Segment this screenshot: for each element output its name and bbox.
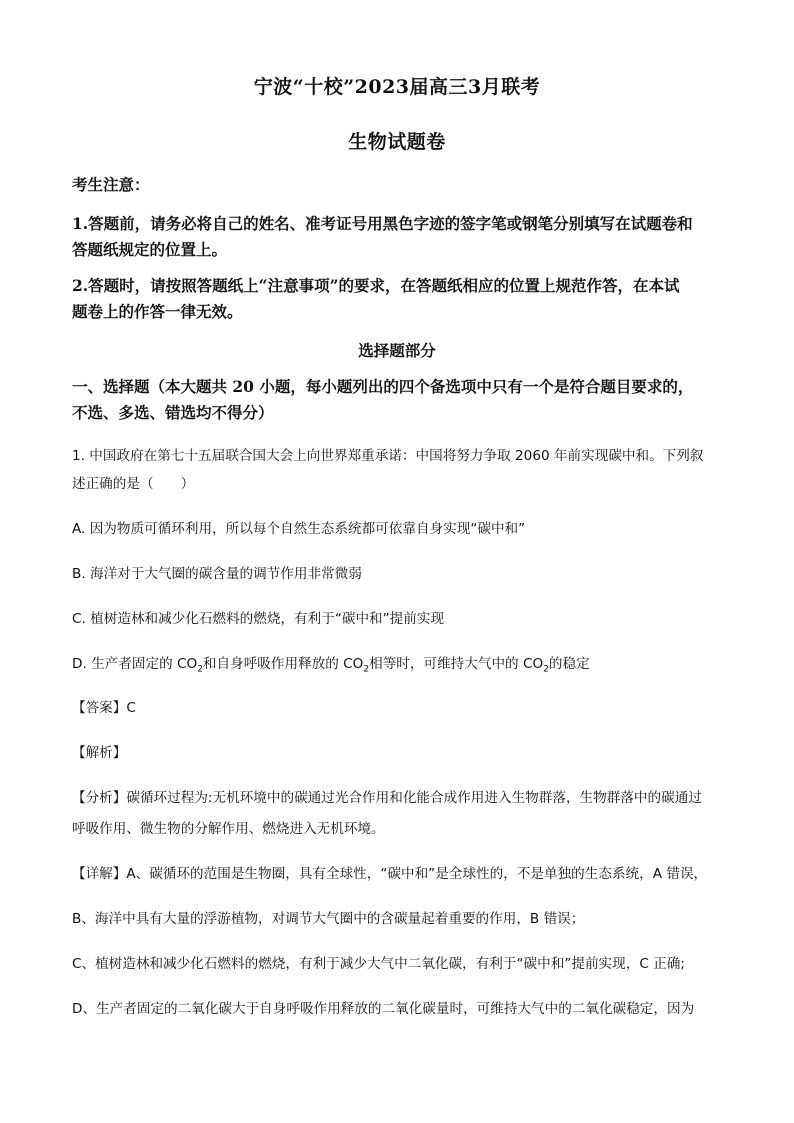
question-1-stem-line-2: 述正确的是（ ）: [72, 476, 195, 492]
option-d: [72, 652, 590, 675]
option-d-part-2: 和自身呼吸作用释放的 CO: [202, 656, 364, 672]
notice-item-1-line-1: 1.答题前，请务必将自己的姓名、准考证号用黑色字迹的签字笔或钢笔分别填写在试题卷和: [72, 214, 693, 233]
notice-item-2-line-1: 2.答题时，请按照答题纸上“注意事项”的要求，在答题纸相应的位置上规范作答，在本试: [72, 276, 680, 295]
analysis-fenxi-line-2: 呼吸作用、微生物的分解作用、燃烧进入无机环境。: [72, 821, 385, 837]
option-c: C. 植树造林和减少化石燃料的燃烧，有利于“碳中和”提前实现: [72, 611, 445, 627]
option-b: B. 海洋对于大气圈的碳含量的调节作用非常微弱: [72, 566, 362, 582]
analysis-detail-a: 【详解】A、碳循环的范围是生物圈，具有全球性，“碳中和”是全球性的，不是单独的生态系统，A 错误，: [72, 866, 708, 882]
option-d-part-1: D. 生产者固定的 CO: [72, 656, 198, 672]
analysis-detail-b: B、海洋中具有大量的浮游植物，对调节大气圈中的含碳量起着重要的作用，B 错误；: [72, 911, 585, 927]
analysis-detail-d: D、生产者固定的二氧化碳大于自身呼吸作用释放的二氧化碳量时，可维持大气中的二氧化碳稳定，因为: [72, 1001, 695, 1017]
exam-subtitle: 生物试题卷: [348, 131, 446, 153]
answer-value: C: [126, 700, 136, 716]
section-part-title: 选择题部分: [358, 341, 436, 360]
notice-item-1-line-2: 答题纸规定的位置上。: [72, 240, 228, 259]
notice-item-2-line-2: 题卷上的作答一律无效。: [72, 302, 243, 321]
option-d-subscript-2: 2: [363, 664, 370, 675]
option-a: A. 因为物质可循环利用，所以每个自然生态系统都可依靠自身实现“碳中和”: [72, 521, 526, 537]
section-heading-line-1: 一、选择题（本大题共 20 小题，每小题列出的四个备选项中只有一个是符合题目要求的，: [72, 377, 694, 396]
option-d-subscript-1: 2: [197, 664, 203, 675]
exam-title: 宁波“十校”2023届高三3月联考: [253, 76, 541, 98]
analysis-detail-c: C、植树造林和减少化石燃料的燃烧，有利于减少大气中二氧化碳，有利于“碳中和”提前实现，C 正确;: [72, 956, 685, 972]
notice-heading: 考生注意：: [72, 175, 150, 194]
answer-line: [72, 696, 136, 716]
option-d-part-4: 的稳定: [548, 656, 590, 672]
analysis-label: 【解析】: [72, 745, 127, 761]
question-1-stem-line-1: 1. 中国政府在第七十五届联合国大会上向世界郑重承诺：中国将努力争取 2060 年前实现碳中和。下列叙: [72, 448, 704, 464]
section-heading-line-2: 不选、多选、错选均不得分）: [72, 403, 274, 422]
answer-label: 【答案】: [72, 700, 127, 716]
option-d-part-3: 相等时，可维持大气中的 CO: [369, 656, 544, 672]
option-d-subscript-3: 2: [543, 664, 549, 675]
analysis-fenxi-line-1: 【分析】碳循环过程为:无机环境中的碳通过光合作用和化能合成作用进入生物群落，生物群落中的碳通过: [72, 790, 702, 806]
